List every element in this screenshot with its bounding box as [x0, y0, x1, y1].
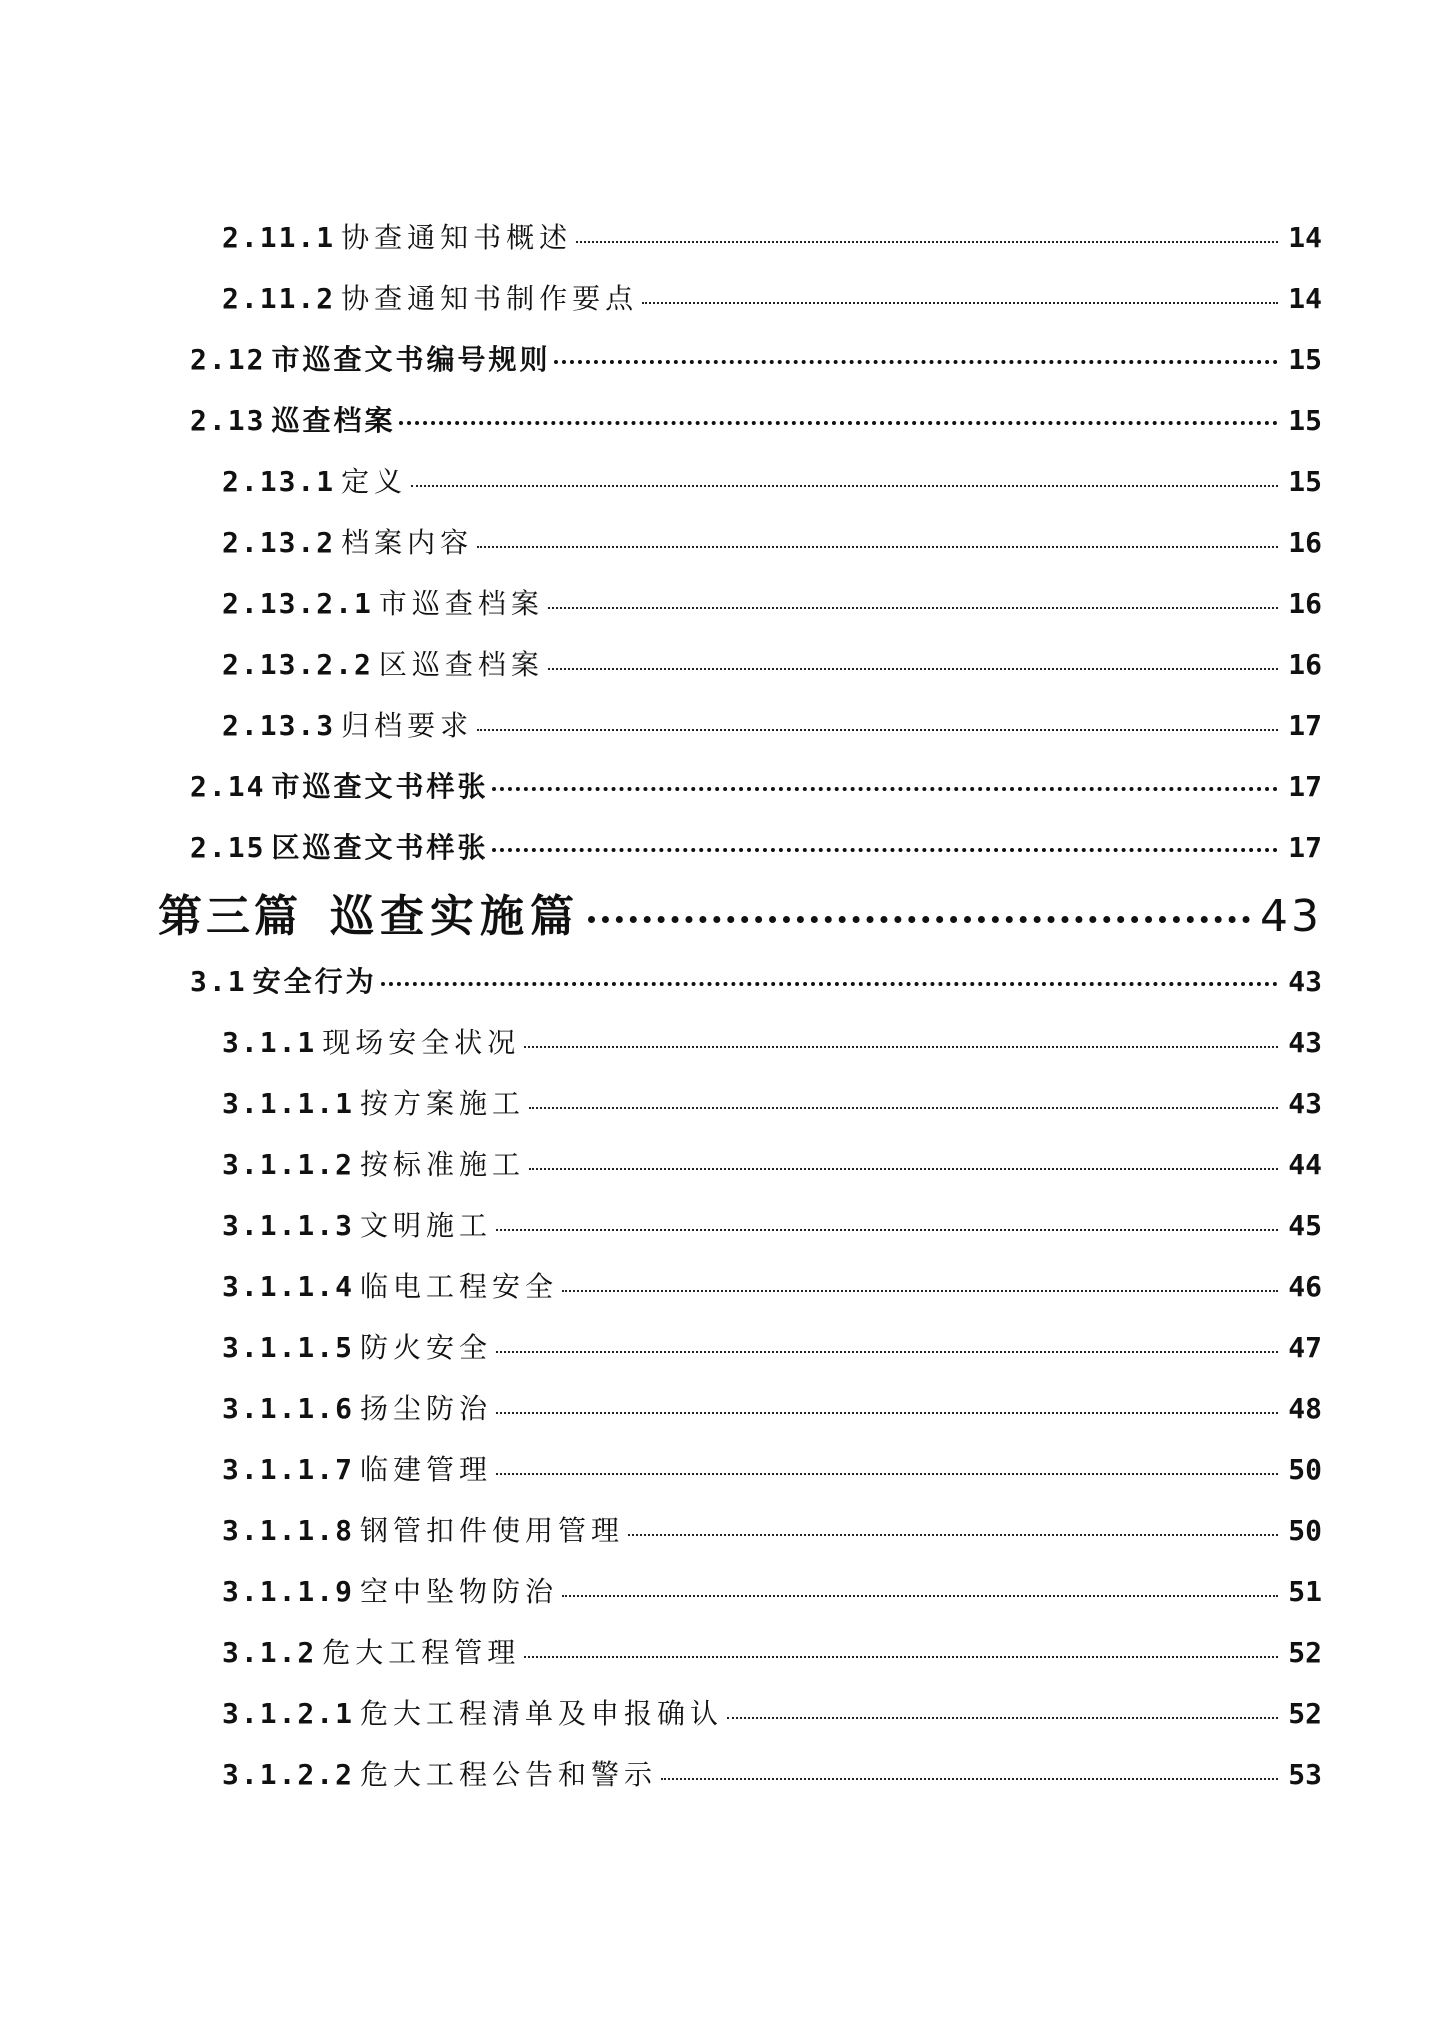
toc-entry-page: 53	[1288, 1758, 1322, 1791]
toc-entry-title: 危大工程管理	[322, 1636, 521, 1669]
toc-entry[interactable]	[222, 216, 1322, 256]
toc-dot-leader	[554, 359, 1278, 364]
toc-entry-title: 协查通知书概述	[341, 221, 573, 254]
toc-entry[interactable]	[190, 399, 1322, 439]
toc-entry-number: 2.11.1	[222, 221, 336, 254]
toc-entry[interactable]	[190, 826, 1322, 866]
toc-dot-leader	[496, 1472, 1278, 1475]
toc-entry-page: 16	[1288, 587, 1322, 620]
toc-entry-number: 2.13.2.2	[222, 648, 373, 681]
toc-entry-title: 定义	[341, 465, 408, 498]
toc-entry-number: 3.1.1.4	[222, 1270, 355, 1303]
toc-entry-page: 43	[1288, 1026, 1322, 1059]
toc-entry-title: 临电工程安全	[360, 1270, 559, 1303]
toc-entry-page: 45	[1288, 1209, 1322, 1242]
toc-entry[interactable]	[222, 1387, 1322, 1427]
toc-dot-leader	[727, 1716, 1278, 1719]
toc-entry-number: 2.14	[190, 770, 266, 803]
toc-entry[interactable]	[222, 1204, 1322, 1244]
toc-entry-title: 档案内容	[341, 526, 474, 559]
toc-entry-page: 15	[1288, 343, 1322, 376]
toc-entry-page: 17	[1288, 770, 1322, 803]
toc-entry-page: 48	[1288, 1392, 1322, 1425]
toc-entry-page: 52	[1288, 1636, 1322, 1669]
toc-entry-number: 3.1.1.1	[222, 1087, 355, 1120]
toc-entry-page: 17	[1288, 831, 1322, 864]
toc-dot-leader	[411, 484, 1278, 487]
toc-entry-title: 区巡查档案	[378, 648, 544, 681]
toc-entry-title: 危大工程公告和警示	[360, 1758, 658, 1791]
toc-entry[interactable]	[222, 1021, 1322, 1061]
toc-entry-page: 44	[1288, 1148, 1322, 1181]
toc-entry-number: 2.15	[190, 831, 266, 864]
toc-entry-title: 扬尘防治	[360, 1392, 493, 1425]
toc-entry-number: 3.1.1.9	[222, 1575, 355, 1608]
toc-entry-title: 巡查实施篇	[330, 891, 580, 942]
toc-entry-title: 现场安全状况	[322, 1026, 521, 1059]
toc-entry-title: 安全行为	[252, 965, 377, 998]
toc-entry-number: 第三篇	[158, 891, 302, 942]
toc-entry-page: 16	[1288, 648, 1322, 681]
toc-entry-number: 3.1.2.1	[222, 1697, 355, 1730]
toc-entry[interactable]	[222, 1265, 1322, 1305]
toc-entry[interactable]	[222, 704, 1322, 744]
toc-entry[interactable]	[222, 1143, 1322, 1183]
toc-entry[interactable]	[222, 1326, 1322, 1366]
toc-entry-number: 3.1	[190, 965, 247, 998]
toc-part-heading[interactable]	[158, 880, 1322, 944]
toc-entry-page: 14	[1288, 221, 1322, 254]
toc-dot-leader	[399, 420, 1278, 425]
toc-entry-page: 51	[1288, 1575, 1322, 1608]
toc-entry-title: 归档要求	[341, 709, 474, 742]
toc-entry-page: 15	[1288, 465, 1322, 498]
toc-entry-number: 2.13.1	[222, 465, 336, 498]
toc-entry[interactable]	[222, 1753, 1322, 1793]
toc-entry-title: 协查通知书制作要点	[341, 282, 639, 315]
toc-dot-leader	[548, 667, 1278, 670]
toc-entry-number: 3.1.1.3	[222, 1209, 355, 1242]
toc-entry-page: 52	[1288, 1697, 1322, 1730]
toc-dot-leader	[628, 1533, 1278, 1536]
toc-dot-leader	[381, 981, 1279, 986]
toc-dot-leader	[562, 1594, 1278, 1597]
toc-entry-page: 47	[1288, 1331, 1322, 1364]
toc-entry-page: 43	[1288, 965, 1322, 998]
toc-entry-number: 2.13	[190, 404, 266, 437]
toc-dot-leader	[477, 728, 1278, 731]
toc-entry-page: 43	[1288, 1087, 1322, 1120]
toc-dot-leader	[588, 915, 1250, 923]
toc-dot-leader	[496, 1411, 1278, 1414]
toc-entry-number: 2.13.3	[222, 709, 336, 742]
toc-entry-page: 17	[1288, 709, 1322, 742]
toc-entry-title: 钢管扣件使用管理	[360, 1514, 625, 1547]
toc-entry-page: 16	[1288, 526, 1322, 559]
toc-entry-title: 区巡查文书样张	[271, 831, 489, 864]
toc-entry-page: 43	[1260, 891, 1322, 942]
toc-entry[interactable]	[222, 1448, 1322, 1488]
toc-entry-number: 3.1.1.8	[222, 1514, 355, 1547]
toc-entry-title: 市巡查文书样张	[271, 770, 489, 803]
toc-entry-title: 防火安全	[360, 1331, 493, 1364]
toc-entry[interactable]	[222, 1631, 1322, 1671]
toc-entry[interactable]	[222, 582, 1322, 622]
toc-entry-title: 危大工程清单及申报确认	[360, 1697, 724, 1730]
toc-entry-number: 2.13.2.1	[222, 587, 373, 620]
toc-entry-title: 空中坠物防治	[360, 1575, 559, 1608]
toc-dot-leader	[642, 301, 1278, 304]
toc-entry-title: 市巡查档案	[378, 587, 544, 620]
toc-entry-number: 3.1.2	[222, 1636, 317, 1669]
toc-dot-leader	[524, 1045, 1278, 1048]
toc-entry[interactable]	[222, 1082, 1322, 1122]
toc-dot-leader	[529, 1167, 1278, 1170]
toc-dot-leader	[477, 545, 1278, 548]
toc-entry-number: 3.1.1	[222, 1026, 317, 1059]
toc-entry[interactable]	[190, 960, 1322, 1000]
toc-entry-page: 14	[1288, 282, 1322, 315]
toc-dot-leader	[529, 1106, 1278, 1109]
toc-entry-title: 巡查档案	[271, 404, 396, 437]
toc-entry[interactable]	[222, 1692, 1322, 1732]
toc-dot-leader	[562, 1289, 1278, 1292]
toc-entry-title: 按标准施工	[360, 1148, 526, 1181]
toc-entry[interactable]	[222, 521, 1322, 561]
toc-dot-leader	[524, 1655, 1278, 1658]
toc-entry-number: 3.1.1.2	[222, 1148, 355, 1181]
toc-entry-number: 2.11.2	[222, 282, 336, 315]
toc-entry[interactable]	[190, 338, 1322, 378]
toc-entry-title: 按方案施工	[360, 1087, 526, 1120]
toc-entry-number: 3.1.1.6	[222, 1392, 355, 1425]
toc-dot-leader	[492, 847, 1278, 852]
toc-dot-leader	[661, 1777, 1278, 1780]
toc-entry-page: 46	[1288, 1270, 1322, 1303]
toc-entry[interactable]	[222, 277, 1322, 317]
toc-dot-leader	[492, 786, 1278, 791]
toc-entry-page: 50	[1288, 1453, 1322, 1486]
toc-entry-title: 市巡查文书编号规则	[271, 343, 551, 376]
toc-entry-title: 文明施工	[360, 1209, 493, 1242]
toc-dot-leader	[496, 1350, 1278, 1353]
toc-entry-title: 临建管理	[360, 1453, 493, 1486]
toc-entry-number: 3.1.1.7	[222, 1453, 355, 1486]
toc-entry[interactable]	[222, 643, 1322, 683]
toc-entry-number: 2.12	[190, 343, 266, 376]
toc-entry-number: 3.1.1.5	[222, 1331, 355, 1364]
toc-dot-leader	[548, 606, 1278, 609]
toc-entry-number: 3.1.2.2	[222, 1758, 355, 1791]
toc-entry[interactable]	[222, 1509, 1322, 1549]
toc-entry-page: 50	[1288, 1514, 1322, 1547]
toc-entry[interactable]	[190, 765, 1322, 805]
toc-dot-leader	[576, 240, 1278, 243]
toc-entry-number: 2.13.2	[222, 526, 336, 559]
toc-entry[interactable]	[222, 460, 1322, 500]
toc-entry-page: 15	[1288, 404, 1322, 437]
toc-entry[interactable]	[222, 1570, 1322, 1610]
toc-dot-leader	[496, 1228, 1278, 1231]
